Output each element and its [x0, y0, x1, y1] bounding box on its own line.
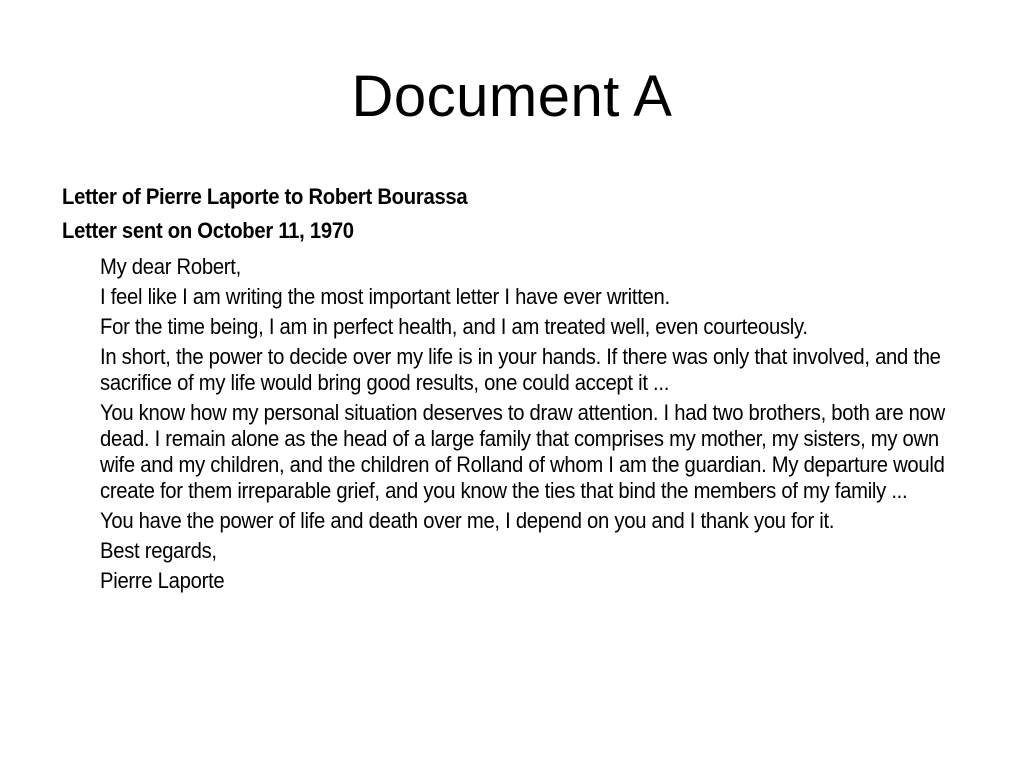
- letter-closing: Best regards,: [100, 538, 217, 563]
- letter-paragraphs: [62, 254, 972, 594]
- letter-paragraph: You have the power of life and death over me, I depend on you and I thank you for it.: [100, 508, 835, 533]
- letter-date-heading: Letter sent on October 11, 1970: [62, 218, 354, 243]
- slide-title: Document A: [351, 64, 673, 129]
- letter-signature: Pierre Laporte: [100, 568, 225, 593]
- letter-salutation: My dear Robert,: [100, 254, 241, 279]
- slide-body: [62, 180, 972, 598]
- letter-heading: Letter of Pierre Laporte to Robert Bourassa: [62, 184, 468, 209]
- letter-paragraph: I feel like I am writing the most important letter I have ever written.: [100, 284, 670, 309]
- letter-paragraph: For the time being, I am in perfect health, and I am treated well, even courteously.: [100, 314, 808, 339]
- letter-paragraph: You know how my personal situation deserves to draw attention. I had two brothers, both are now dead. I remain alone as the head of a large family that comprises my mother, my sisters, my own wife and my children, and the children of Rolland of whom I am the guardian. My departure would create for them irreparable grief, and you know the ties that bind the members of my family ...: [100, 400, 945, 503]
- letter-paragraph: In short, the power to decide over my life is in your hands. If there was only that involved, and the sacrifice of my life would bring good results, one could accept it ...: [100, 344, 941, 395]
